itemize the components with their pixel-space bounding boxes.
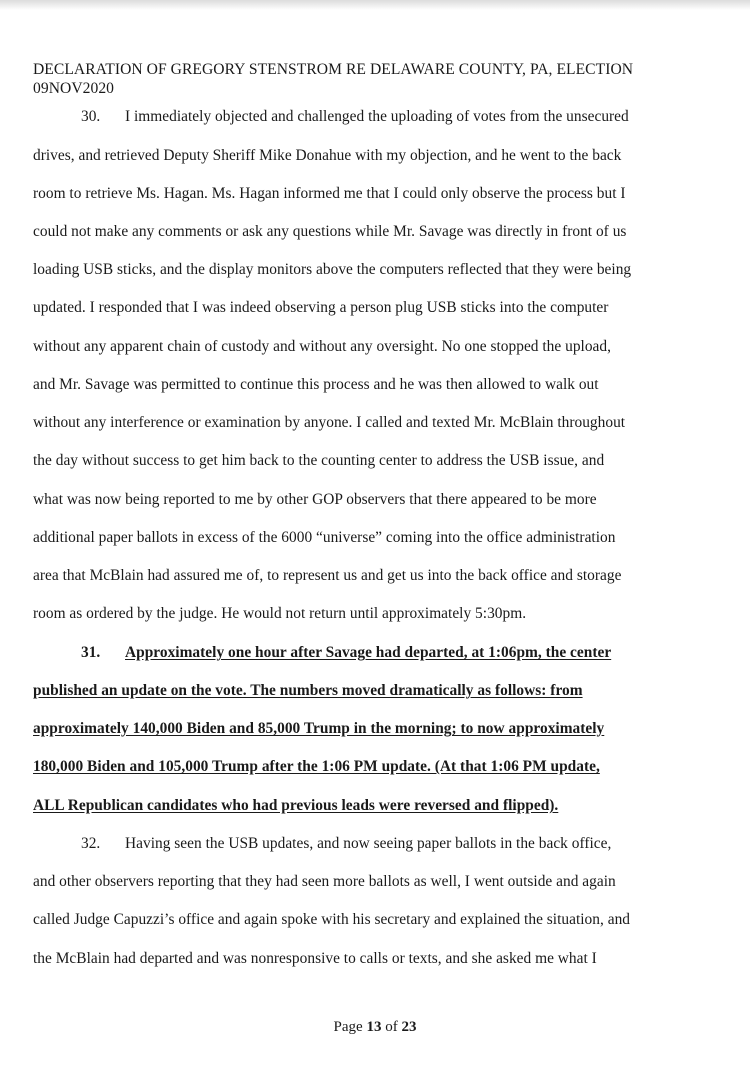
line-text: I immediately objected and challenged the uploading of votes from the unsecured bbox=[125, 108, 629, 125]
text-line bbox=[33, 911, 630, 929]
line-text: the McBlain had departed and was nonresponsive to calls or texts, and she asked me what I bbox=[33, 950, 597, 967]
text-line bbox=[33, 185, 626, 203]
text-line bbox=[33, 261, 631, 279]
line-text: without any apparent chain of custody and without any oversight. No one stopped the upload, bbox=[33, 338, 611, 355]
page-of-label: of bbox=[385, 1019, 398, 1035]
text-line bbox=[33, 950, 597, 968]
text-line bbox=[33, 338, 611, 356]
text-line bbox=[33, 873, 616, 891]
text-line bbox=[33, 299, 608, 317]
line-text: and Mr. Savage was permitted to continue this process and he was then allowed to walk out bbox=[33, 376, 599, 393]
line-text: additional paper ballots in excess of the 6000 “universe” coming into the office administration bbox=[33, 529, 616, 546]
emphasized-text: approximately 140,000 Biden and 85,000 Trump in the morning; to now approximately bbox=[33, 720, 605, 737]
text-line bbox=[33, 797, 558, 815]
text-line bbox=[33, 223, 626, 241]
header-date: 09NOV2020 bbox=[33, 80, 115, 97]
line-text: area that McBlain had assured me of, to represent us and get us into the back office and storage bbox=[33, 567, 622, 584]
text-line bbox=[33, 682, 583, 700]
page-footer bbox=[0, 1019, 750, 1036]
page-number: 13 bbox=[366, 1019, 382, 1035]
text-line bbox=[33, 605, 526, 623]
paragraph-number: 31. bbox=[81, 644, 101, 661]
line-text: without any interference or examination by anyone. I called and texted Mr. McBlain throughout bbox=[33, 414, 626, 431]
line-text: drives, and retrieved Deputy Sheriff Mike Donahue with my objection, and he went to the back bbox=[33, 147, 622, 164]
document-header bbox=[33, 60, 723, 98]
emphasized-text: Approximately one hour after Savage had departed, at 1:06pm, the center bbox=[125, 644, 612, 661]
page-total: 23 bbox=[401, 1019, 417, 1035]
page-label: Page bbox=[333, 1019, 363, 1035]
line-text: called Judge Capuzzi’s office and again spoke with his secretary and explained the situation, and bbox=[33, 911, 630, 928]
text-line bbox=[33, 529, 615, 547]
line-text: what was now being reported to me by other GOP observers that there appeared to be more bbox=[33, 491, 597, 508]
text-line bbox=[33, 567, 621, 585]
line-text: room as ordered by the judge. He would not return until approximately 5:30pm. bbox=[33, 605, 527, 622]
paragraph-number: 30. bbox=[81, 108, 101, 125]
paragraph-number: 32. bbox=[81, 835, 101, 852]
text-line bbox=[33, 758, 600, 776]
line-text: updated. I responded that I was indeed observing a person plug USB sticks into the computer bbox=[33, 299, 609, 316]
emphasized-text: 180,000 Biden and 105,000 Trump after the 1:06 PM update. (At that 1:06 PM update, bbox=[33, 758, 600, 775]
text-line bbox=[33, 147, 621, 165]
line-text: could not make any comments or ask any questions while Mr. Savage was directly in front of us bbox=[33, 223, 627, 240]
text-line bbox=[33, 452, 604, 470]
text-line bbox=[33, 491, 597, 509]
text-line bbox=[33, 414, 625, 432]
line-text: and other observers reporting that they had seen more ballots as well, I went outside and again bbox=[33, 873, 616, 890]
header-title: DECLARATION OF GREGORY STENSTROM RE DELAWARE COUNTY, PA, ELECTION bbox=[33, 61, 634, 78]
text-line bbox=[33, 376, 599, 394]
emphasized-text: ALL Republican candidates who had previous leads were reversed and flipped). bbox=[33, 797, 559, 814]
text-line bbox=[81, 644, 611, 662]
line-text: loading USB sticks, and the display monitors above the computers reflected that they were being bbox=[33, 261, 632, 278]
text-line bbox=[33, 720, 604, 738]
emphasized-text: published an update on the vote. The numbers moved dramatically as follows: from bbox=[33, 682, 583, 699]
line-text: the day without success to get him back to the counting center to address the USB issue, and bbox=[33, 452, 605, 469]
text-line bbox=[81, 108, 629, 126]
line-text: room to retrieve Ms. Hagan. Ms. Hagan informed me that I could only observe the process but I bbox=[33, 185, 626, 202]
page-top-edge bbox=[0, 0, 750, 10]
text-line bbox=[81, 835, 611, 853]
line-text: Having seen the USB updates, and now seeing paper ballots in the back office, bbox=[125, 835, 612, 852]
